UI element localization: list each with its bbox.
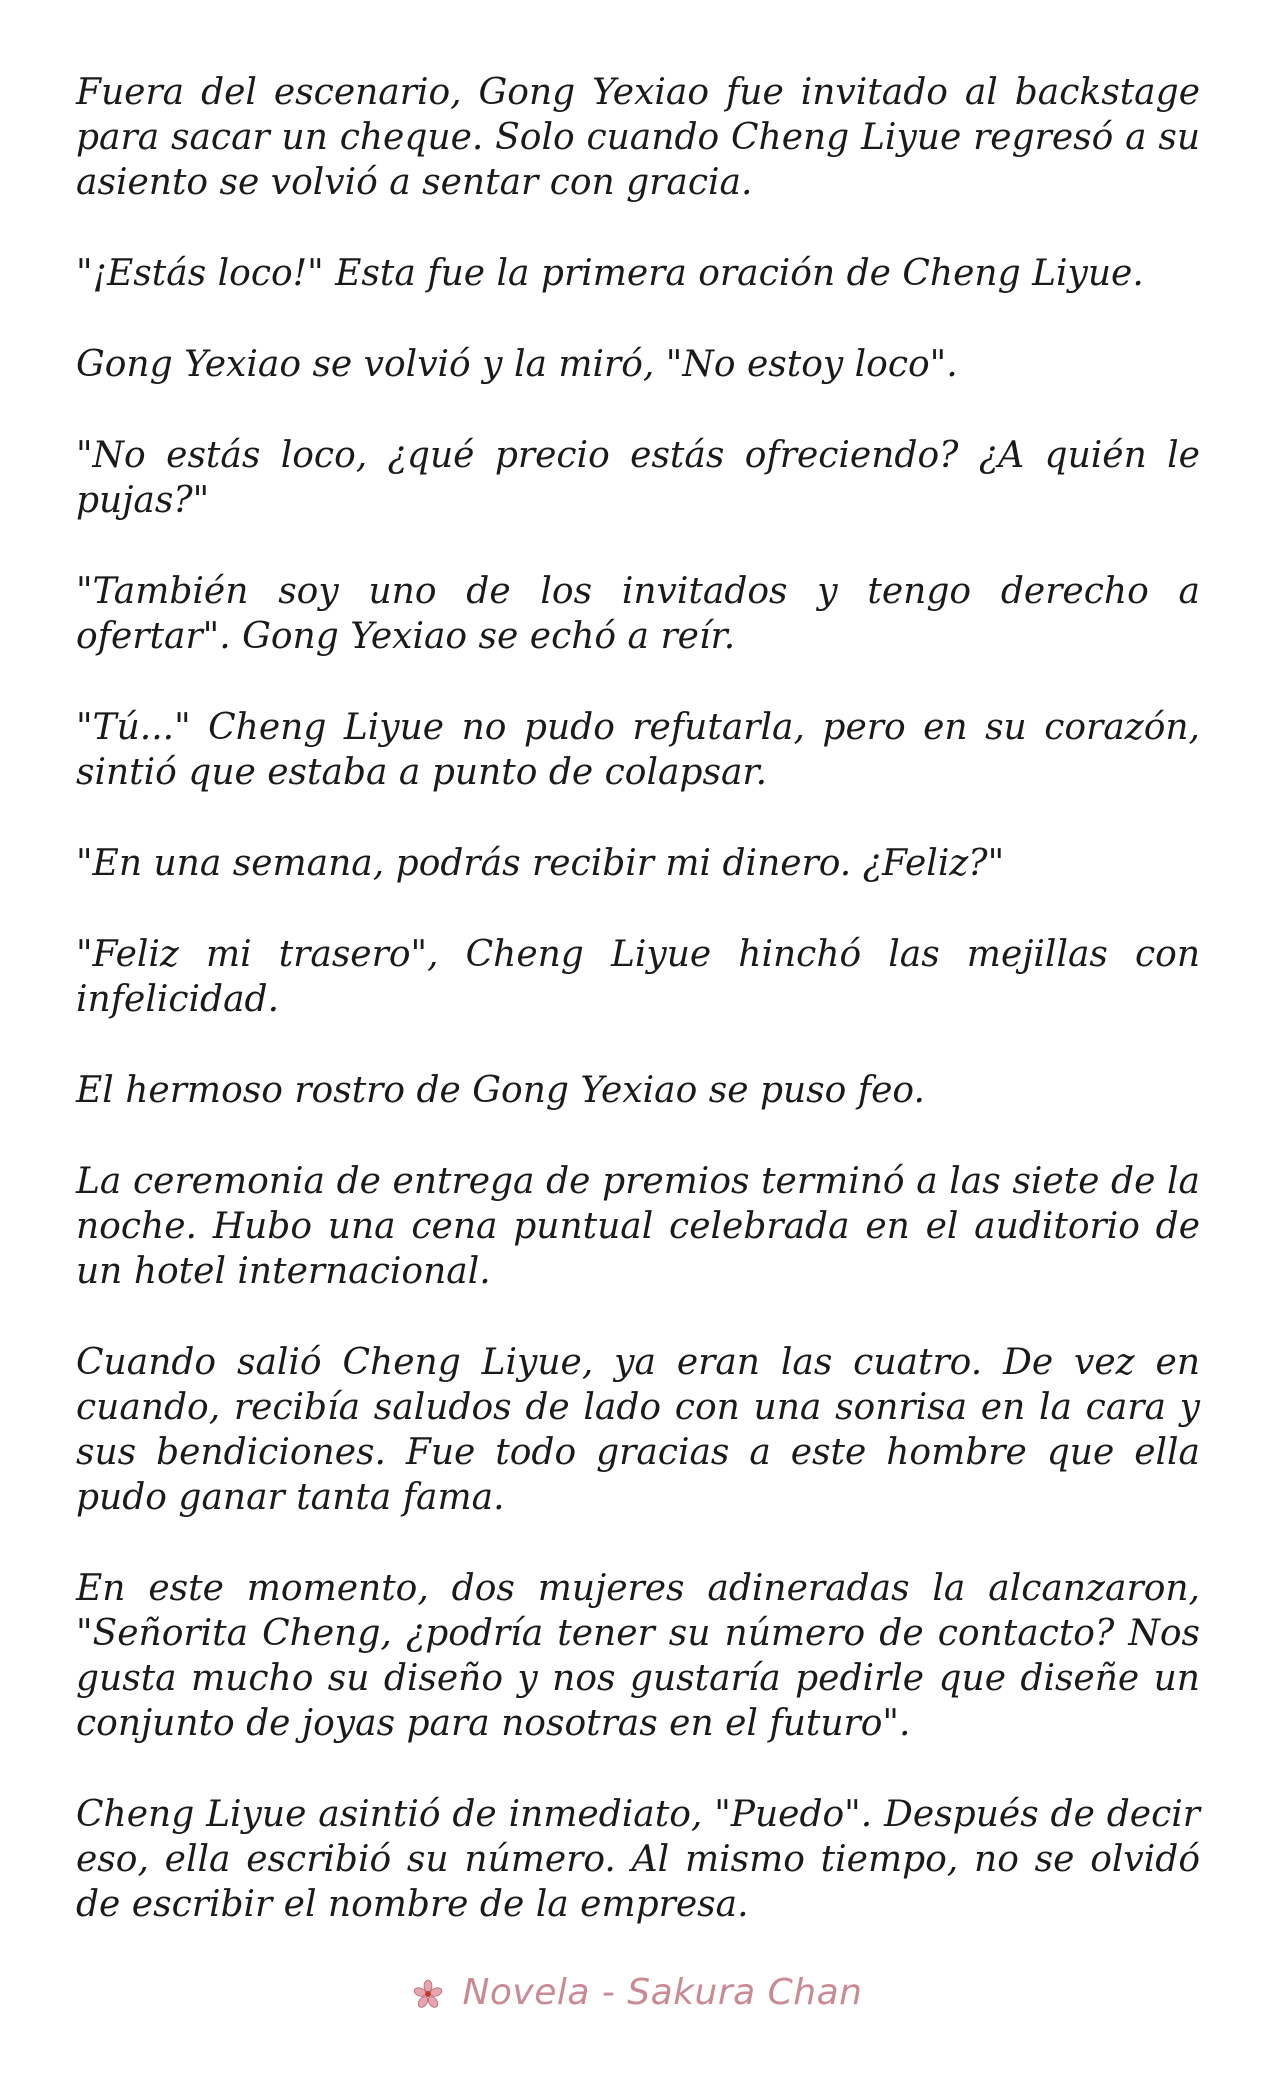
paragraph: En este momento, dos mujeres adineradas la alcanzaron, "Señorita Cheng, ¿podría tener su número de contacto? Nos gusta mucho su diseño y nos gustaría pedirle que diseñe un conjunto de joyas para nosotras en el futuro". [76, 1568, 1200, 1744]
paragraph: Cheng Liyue asintió de inmediato, "Puedo". Después de decir eso, ella escribió su número. Al mismo tiempo, no se olvidó de escribir el nombre de la empresa. [76, 1794, 1200, 1925]
paragraph: Cuando salió Cheng Liyue, ya eran las cuatro. De vez en cuando, recibía saludos de lado con una sonrisa en la cara y sus bendiciones. Fue todo gracias a este hombre que ella pudo ganar tanta fama. [76, 1342, 1200, 1518]
paragraph: Fuera del escenario, Gong Yexiao fue invitado al backstage para sacar un cheque. Solo cuando Cheng Liyue regresó a su asiento se volvió a sentar con gracia. [76, 72, 1200, 203]
paragraph: "En una semana, podrás recibir mi dinero. ¿Feliz?" [76, 843, 1005, 884]
chapter-text [76, 70, 1200, 1973]
paragraph: "Tú..." Cheng Liyue no pudo refutarla, pero en su corazón, sintió que estaba a punto de colapsar. [76, 707, 1200, 793]
sakura-flower-icon [412, 1978, 444, 2010]
paragraph: Gong Yexiao se volvió y la miró, "No estoy loco". [76, 344, 958, 385]
paragraph: "No estás loco, ¿qué precio estás ofreciendo? ¿A quién le pujas?" [76, 435, 1200, 521]
watermark [0, 1972, 1275, 2013]
watermark-text: Novela - Sakura Chan [462, 1972, 863, 2013]
paragraph: El hermoso rostro de Gong Yexiao se puso feo. [76, 1070, 925, 1111]
paragraph: "También soy uno de los invitados y tengo derecho a ofertar". Gong Yexiao se echó a reír. [76, 571, 1200, 657]
paragraph: "Feliz mi trasero", Cheng Liyue hinchó las mejillas con infelicidad. [76, 934, 1200, 1020]
paragraph: La ceremonia de entrega de premios terminó a las siete de la noche. Hubo una cena puntual celebrada en el auditorio de un hotel internacional. [76, 1161, 1200, 1292]
paragraph: "¡Estás loco!" Esta fue la primera oración de Cheng Liyue. [76, 253, 1144, 294]
